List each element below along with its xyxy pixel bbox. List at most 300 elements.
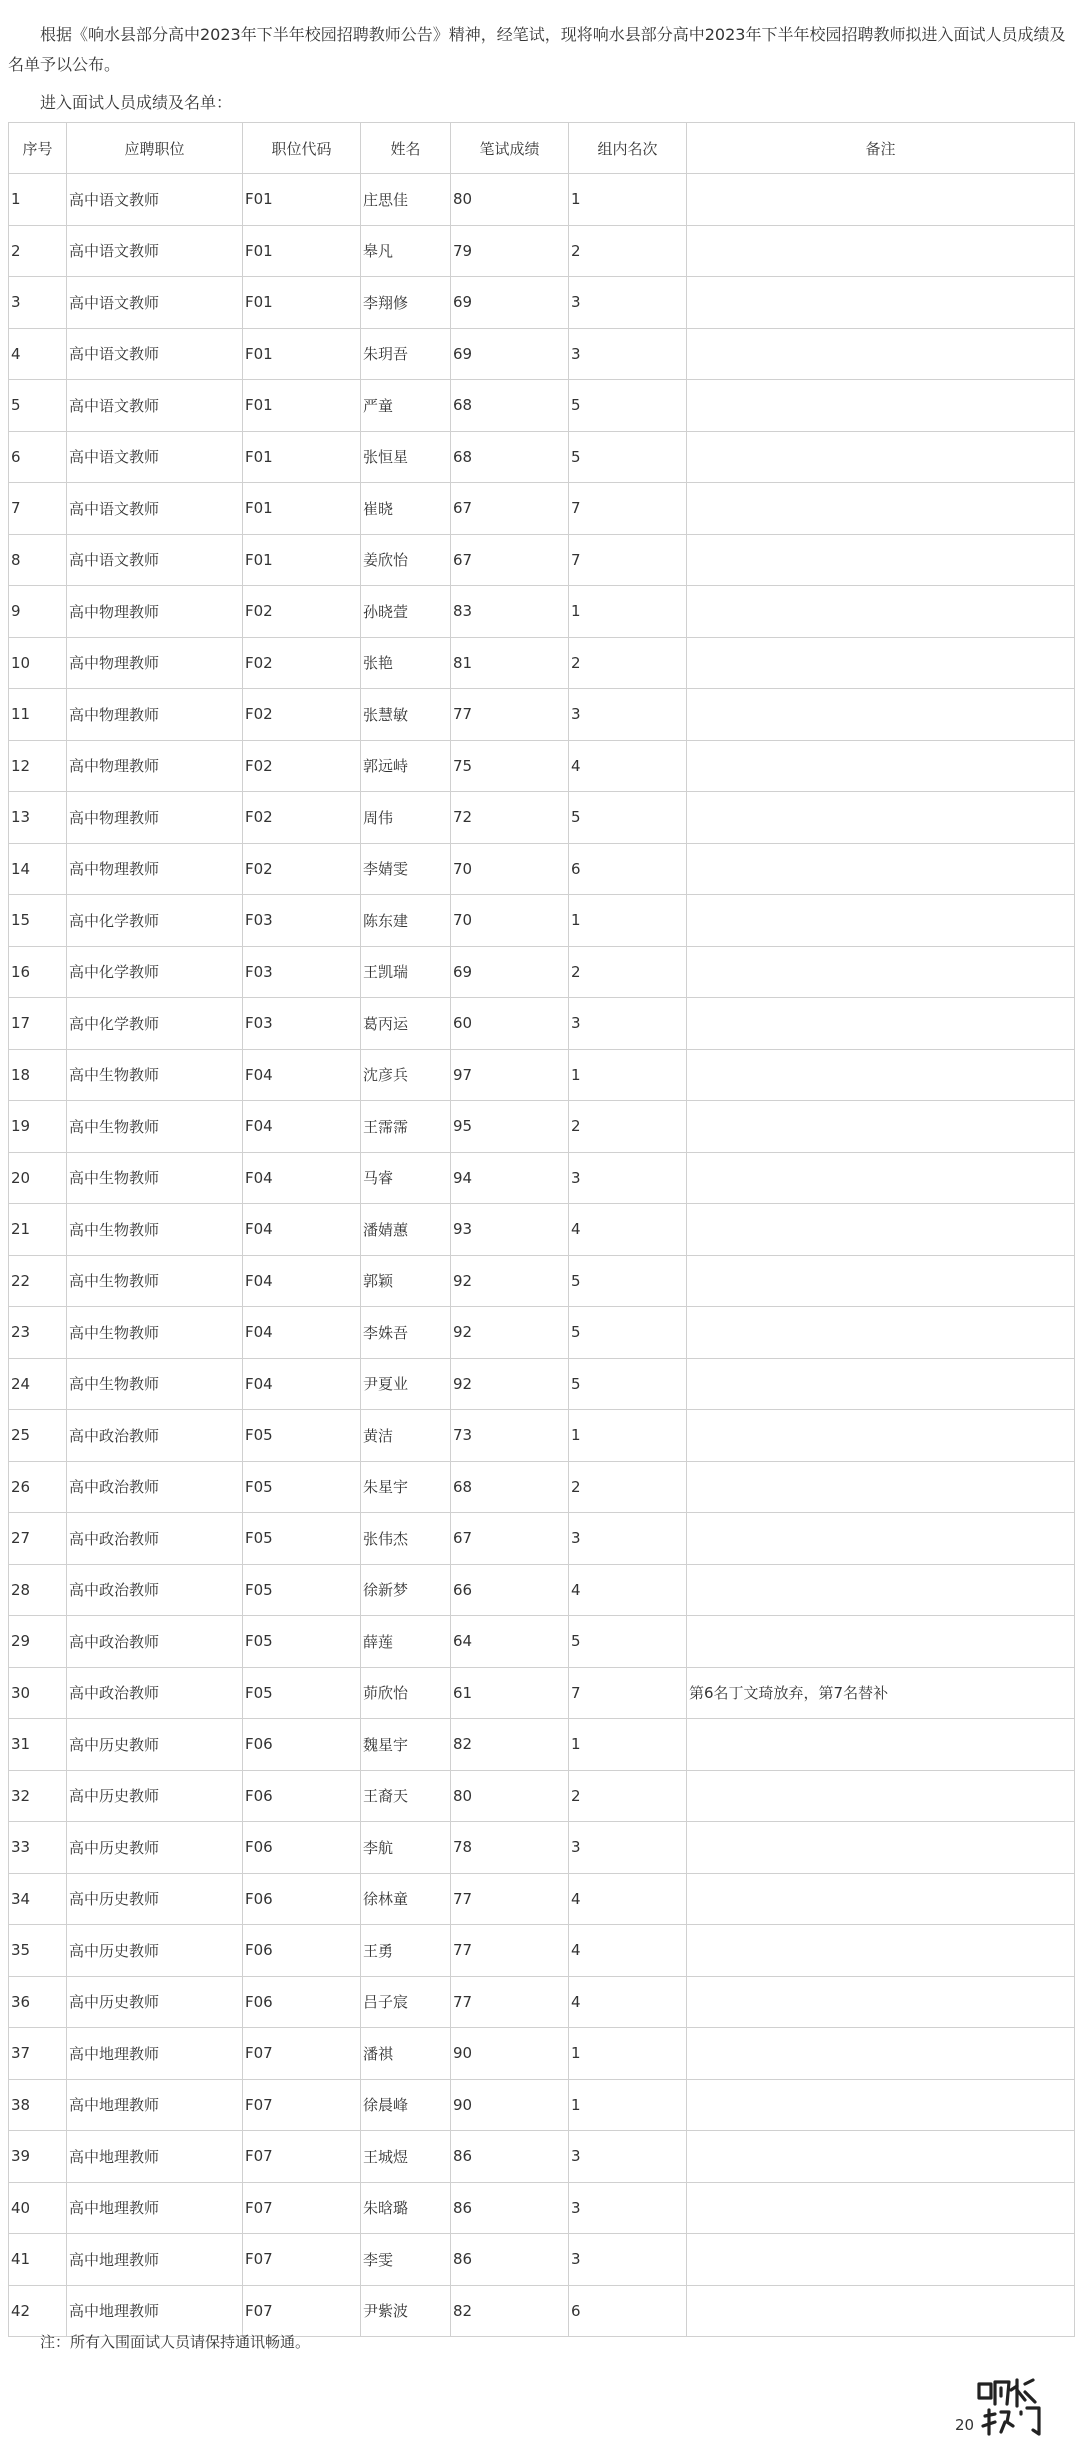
cell-index: 31 [9,1719,67,1771]
cell-rank: 5 [569,1307,687,1359]
cell-index: 36 [9,1976,67,2028]
header-position: 应聘职位 [67,123,243,174]
table-row [9,174,1075,226]
header-remark: 备注 [687,123,1075,174]
cell-index: 22 [9,1255,67,1307]
cell-position-code: F01 [243,225,361,277]
cell-score: 95 [451,1101,569,1153]
cell-index: 32 [9,1770,67,1822]
cell-remark [687,2182,1075,2234]
cell-position-code: F06 [243,1925,361,1977]
header-index: 序号 [9,123,67,174]
cell-position-code: F03 [243,946,361,998]
cell-position-code: F05 [243,1513,361,1565]
cell-rank: 4 [569,1204,687,1256]
cell-rank: 3 [569,277,687,329]
results-table [8,122,1075,2337]
cell-position: 高中物理教师 [67,689,243,741]
cell-rank: 6 [569,843,687,895]
cell-position: 高中历史教师 [67,1822,243,1874]
cell-position: 高中物理教师 [67,740,243,792]
cell-name: 朱星宇 [361,1461,451,1513]
table-row [9,586,1075,638]
cell-score: 79 [451,225,569,277]
cell-rank: 3 [569,998,687,1050]
cell-position-code: F02 [243,689,361,741]
cell-position: 高中历史教师 [67,1719,243,1771]
cell-index: 30 [9,1667,67,1719]
cell-rank: 2 [569,1461,687,1513]
cell-score: 90 [451,2079,569,2131]
cell-rank: 1 [569,586,687,638]
cell-index: 15 [9,895,67,947]
cell-remark [687,1616,1075,1668]
cell-remark [687,1770,1075,1822]
table-row [9,1410,1075,1462]
cell-remark [687,1564,1075,1616]
cell-name: 吕子宸 [361,1976,451,2028]
cell-index: 8 [9,534,67,586]
cell-score: 68 [451,431,569,483]
cell-name: 徐林童 [361,1873,451,1925]
cell-index: 9 [9,586,67,638]
cell-name: 皋凡 [361,225,451,277]
cell-position-code: F07 [243,2131,361,2183]
cell-rank: 3 [569,1152,687,1204]
cell-rank: 7 [569,534,687,586]
cell-position: 高中语文教师 [67,483,243,535]
brand-logo-icon [955,2376,1065,2446]
cell-position-code: F03 [243,998,361,1050]
table-row [9,534,1075,586]
cell-score: 80 [451,174,569,226]
cell-position: 高中物理教师 [67,637,243,689]
cell-rank: 4 [569,1873,687,1925]
cell-score: 70 [451,843,569,895]
cell-position: 高中生物教师 [67,1307,243,1359]
cell-index: 5 [9,380,67,432]
cell-score: 67 [451,483,569,535]
cell-position: 高中生物教师 [67,1152,243,1204]
cell-position-code: F03 [243,895,361,947]
cell-index: 6 [9,431,67,483]
cell-remark [687,225,1075,277]
table-row [9,1049,1075,1101]
cell-name: 王霈霈 [361,1101,451,1153]
cell-rank: 1 [569,895,687,947]
cell-position: 高中语文教师 [67,225,243,277]
cell-name: 王裔天 [361,1770,451,1822]
cell-remark [687,1358,1075,1410]
cell-name: 郭远峙 [361,740,451,792]
cell-position-code: F06 [243,1822,361,1874]
cell-score: 73 [451,1410,569,1462]
cell-score: 78 [451,1822,569,1874]
cell-remark [687,586,1075,638]
cell-index: 21 [9,1204,67,1256]
table-row [9,225,1075,277]
cell-rank: 3 [569,2182,687,2234]
table-row [9,1461,1075,1513]
cell-rank: 3 [569,689,687,741]
table-row [9,1719,1075,1771]
cell-position-code: F05 [243,1616,361,1668]
cell-rank: 1 [569,2079,687,2131]
cell-remark [687,843,1075,895]
cell-rank: 1 [569,2028,687,2080]
table-row [9,1976,1075,2028]
cell-rank: 1 [569,1719,687,1771]
cell-position: 高中地理教师 [67,2028,243,2080]
cell-remark [687,534,1075,586]
cell-rank: 2 [569,637,687,689]
table-row [9,1307,1075,1359]
cell-name: 黄洁 [361,1410,451,1462]
cell-position: 高中语文教师 [67,328,243,380]
table-row [9,946,1075,998]
cell-position: 高中历史教师 [67,1873,243,1925]
table-row [9,1667,1075,1719]
cell-position-code: F04 [243,1049,361,1101]
cell-remark [687,2285,1075,2337]
cell-position: 高中物理教师 [67,586,243,638]
cell-position-code: F04 [243,1101,361,1153]
cell-score: 66 [451,1564,569,1616]
cell-position: 高中生物教师 [67,1101,243,1153]
cell-index: 27 [9,1513,67,1565]
cell-index: 39 [9,2131,67,2183]
cell-score: 92 [451,1358,569,1410]
cell-score: 60 [451,998,569,1050]
cell-rank: 4 [569,740,687,792]
cell-remark [687,1410,1075,1462]
cell-position: 高中化学教师 [67,895,243,947]
cell-position-code: F06 [243,1719,361,1771]
cell-index: 3 [9,277,67,329]
cell-index: 14 [9,843,67,895]
cell-rank: 6 [569,2285,687,2337]
cell-position: 高中历史教师 [67,1925,243,1977]
table-row [9,328,1075,380]
cell-remark [687,2079,1075,2131]
cell-remark [687,895,1075,947]
cell-name: 魏星宇 [361,1719,451,1771]
cell-rank: 3 [569,328,687,380]
cell-index: 16 [9,946,67,998]
cell-score: 82 [451,2285,569,2337]
cell-position: 高中生物教师 [67,1049,243,1101]
cell-remark [687,277,1075,329]
header-name: 姓名 [361,123,451,174]
cell-remark [687,1976,1075,2028]
cell-rank: 2 [569,1101,687,1153]
table-row [9,1770,1075,1822]
cell-index: 12 [9,740,67,792]
cell-score: 68 [451,380,569,432]
cell-rank: 5 [569,380,687,432]
cell-score: 94 [451,1152,569,1204]
table-row [9,637,1075,689]
cell-name: 徐新梦 [361,1564,451,1616]
cell-name: 李航 [361,1822,451,1874]
cell-score: 86 [451,2234,569,2286]
cell-index: 11 [9,689,67,741]
cell-remark [687,1719,1075,1771]
cell-score: 92 [451,1255,569,1307]
cell-position: 高中政治教师 [67,1410,243,1462]
cell-remark [687,174,1075,226]
cell-remark [687,1049,1075,1101]
table-row [9,1152,1075,1204]
table-row [9,895,1075,947]
cell-rank: 5 [569,792,687,844]
cell-name: 陈东建 [361,895,451,947]
cell-score: 75 [451,740,569,792]
cell-position-code: F06 [243,1976,361,2028]
watermark-logo [955,2376,1065,2446]
cell-rank: 1 [569,174,687,226]
table-row [9,2182,1075,2234]
cell-name: 尹夏业 [361,1358,451,1410]
intro-paragraph: 根据《响水县部分高中2023年下半年校园招聘教师公告》精神，经笔试，现将响水县部分高中2023年下半年校园招聘教师拟进入面试人员成绩及名单予以公布。 [8,25,1066,74]
table-row [9,1925,1075,1977]
cell-position: 高中政治教师 [67,1564,243,1616]
cell-position-code: F06 [243,1770,361,1822]
cell-remark [687,998,1075,1050]
table-row [9,740,1075,792]
cell-position-code: F05 [243,1461,361,1513]
table-row [9,1204,1075,1256]
cell-rank: 2 [569,225,687,277]
cell-name: 沈彦兵 [361,1049,451,1101]
cell-position-code: F01 [243,431,361,483]
cell-name: 李姝吾 [361,1307,451,1359]
cell-position-code: F02 [243,637,361,689]
cell-position: 高中政治教师 [67,1513,243,1565]
cell-position-code: F05 [243,1410,361,1462]
cell-index: 10 [9,637,67,689]
cell-score: 67 [451,534,569,586]
cell-score: 77 [451,689,569,741]
cell-position-code: F04 [243,1152,361,1204]
table-row [9,483,1075,535]
cell-score: 86 [451,2131,569,2183]
cell-score: 72 [451,792,569,844]
cell-name: 王城煜 [361,2131,451,2183]
cell-position-code: F07 [243,2285,361,2337]
cell-index: 4 [9,328,67,380]
cell-position-code: F01 [243,277,361,329]
cell-position: 高中地理教师 [67,2131,243,2183]
cell-index: 26 [9,1461,67,1513]
cell-position: 高中语文教师 [67,534,243,586]
cell-score: 61 [451,1667,569,1719]
table-row [9,1255,1075,1307]
cell-index: 33 [9,1822,67,1874]
cell-position-code: F02 [243,792,361,844]
cell-position-code: F02 [243,843,361,895]
cell-index: 23 [9,1307,67,1359]
cell-remark [687,1204,1075,1256]
cell-rank: 1 [569,1410,687,1462]
cell-score: 86 [451,2182,569,2234]
cell-score: 64 [451,1616,569,1668]
cell-remark [687,740,1075,792]
watermark-year: 20 [955,2416,975,2434]
cell-score: 83 [451,586,569,638]
cell-position-code: F01 [243,380,361,432]
cell-name: 周伟 [361,792,451,844]
cell-index: 34 [9,1873,67,1925]
cell-name: 严童 [361,380,451,432]
table-row [9,689,1075,741]
cell-position-code: F01 [243,534,361,586]
cell-position-code: F04 [243,1255,361,1307]
cell-score: 80 [451,1770,569,1822]
table-row [9,277,1075,329]
header-rank: 组内名次 [569,123,687,174]
cell-remark: 第6名丁文琦放弃，第7名替补 [687,1667,1075,1719]
cell-name: 姜欣怡 [361,534,451,586]
cell-position-code: F02 [243,586,361,638]
cell-name: 潘祺 [361,2028,451,2080]
table-row [9,1873,1075,1925]
cell-remark [687,1873,1075,1925]
cell-rank: 4 [569,1976,687,2028]
cell-remark [687,1461,1075,1513]
cell-score: 69 [451,328,569,380]
table-row [9,2028,1075,2080]
cell-rank: 7 [569,1667,687,1719]
cell-index: 20 [9,1152,67,1204]
cell-position-code: F01 [243,483,361,535]
cell-remark [687,2234,1075,2286]
cell-name: 孙晓萱 [361,586,451,638]
cell-name: 李婧雯 [361,843,451,895]
cell-name: 郭颖 [361,1255,451,1307]
cell-position: 高中政治教师 [67,1616,243,1668]
cell-name: 葛丙运 [361,998,451,1050]
table-row [9,792,1075,844]
cell-index: 17 [9,998,67,1050]
cell-position: 高中地理教师 [67,2285,243,2337]
footnote: 注：所有入围面试人员请保持通讯畅通。 [40,2333,311,2351]
cell-rank: 4 [569,1925,687,1977]
table-row [9,843,1075,895]
cell-name: 茆欣怡 [361,1667,451,1719]
cell-score: 92 [451,1307,569,1359]
cell-name: 马睿 [361,1152,451,1204]
cell-rank: 2 [569,946,687,998]
table-row [9,380,1075,432]
cell-index: 7 [9,483,67,535]
cell-rank: 2 [569,1770,687,1822]
table-row [9,2285,1075,2337]
cell-position: 高中地理教师 [67,2234,243,2286]
cell-remark [687,1101,1075,1153]
cell-score: 97 [451,1049,569,1101]
table-row [9,1101,1075,1153]
cell-rank: 4 [569,1564,687,1616]
cell-remark [687,2028,1075,2080]
table-row [9,1564,1075,1616]
cell-remark [687,328,1075,380]
cell-rank: 5 [569,431,687,483]
cell-remark [687,792,1075,844]
cell-position: 高中语文教师 [67,431,243,483]
cell-position-code: F04 [243,1358,361,1410]
cell-remark [687,2131,1075,2183]
cell-position: 高中语文教师 [67,380,243,432]
cell-rank: 3 [569,1822,687,1874]
cell-name: 徐晨峰 [361,2079,451,2131]
table-row [9,2234,1075,2286]
cell-position-code: F07 [243,2234,361,2286]
cell-rank: 5 [569,1255,687,1307]
cell-position-code: F06 [243,1873,361,1925]
cell-name: 崔晓 [361,483,451,535]
cell-index: 40 [9,2182,67,2234]
cell-position-code: F05 [243,1564,361,1616]
cell-position-code: F05 [243,1667,361,1719]
cell-score: 90 [451,2028,569,2080]
cell-rank: 3 [569,2131,687,2183]
cell-position: 高中历史教师 [67,1770,243,1822]
table-row [9,2131,1075,2183]
cell-position: 高中化学教师 [67,998,243,1050]
cell-rank: 7 [569,483,687,535]
cell-name: 李翔修 [361,277,451,329]
table-row [9,998,1075,1050]
table-row [9,1513,1075,1565]
cell-remark [687,1255,1075,1307]
cell-score: 81 [451,637,569,689]
cell-position-code: F04 [243,1307,361,1359]
cell-score: 69 [451,946,569,998]
cell-remark [687,483,1075,535]
cell-remark [687,637,1075,689]
cell-index: 37 [9,2028,67,2080]
cell-score: 77 [451,1976,569,2028]
cell-index: 41 [9,2234,67,2286]
cell-index: 1 [9,174,67,226]
cell-position: 高中物理教师 [67,792,243,844]
cell-position: 高中历史教师 [67,1976,243,2028]
cell-remark [687,1822,1075,1874]
cell-index: 2 [9,225,67,277]
header-score: 笔试成绩 [451,123,569,174]
cell-name: 张艳 [361,637,451,689]
cell-position: 高中政治教师 [67,1461,243,1513]
cell-name: 王凯瑞 [361,946,451,998]
cell-name: 潘婧蕙 [361,1204,451,1256]
cell-position-code: F07 [243,2079,361,2131]
cell-name: 张恒星 [361,431,451,483]
cell-position: 高中语文教师 [67,174,243,226]
cell-score: 69 [451,277,569,329]
cell-position-code: F04 [243,1204,361,1256]
cell-rank: 3 [569,2234,687,2286]
cell-name: 张慧敏 [361,689,451,741]
cell-index: 25 [9,1410,67,1462]
cell-score: 77 [451,1925,569,1977]
cell-position-code: F01 [243,328,361,380]
cell-remark [687,946,1075,998]
table-row [9,2079,1075,2131]
cell-index: 19 [9,1101,67,1153]
cell-position-code: F02 [243,740,361,792]
cell-score: 67 [451,1513,569,1565]
